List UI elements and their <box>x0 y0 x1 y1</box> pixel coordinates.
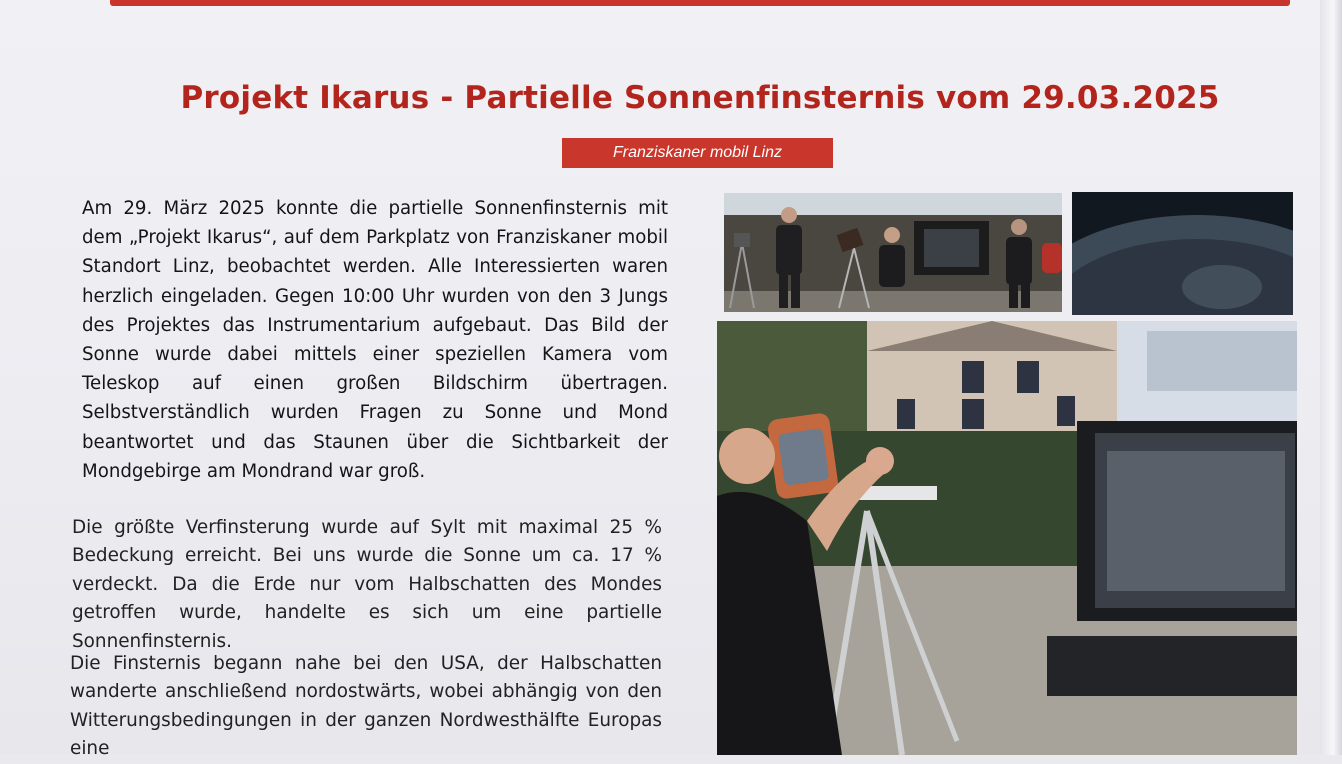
article-paragraph-1 <box>82 194 668 486</box>
top-accent-bar <box>110 0 1290 6</box>
paragraph-text: Die Finsternis begann nahe bei den USA, der Halbschatten wanderte anschließend nordostwärts, wobei abhängig von den Witterungsbedingungen in der ganzen Nordwesthälfte Europas eine <box>70 653 662 760</box>
observer-scene-illustration <box>717 321 1297 755</box>
paragraph-text: Am 29. März 2025 konnte die partielle Sonnenfinsternis mit dem „Projekt Ikarus“, auf dem Parkplatz von Franziskaner mobil Standort Linz, beobachtet werden. Alle Interessierten waren herzlich eingeladen. Gegen 10:00 Uhr wurden von den 3 Jungs des Projektes das Instrumentarium aufgebaut. Das Bild der Sonne wurde dabei mittels einer speziellen Kamera vom Teleskop auf einen großen Bildschirm übertragen. Selbstverständlich wurden Fragen zu Sonne und Mond beantwortet und das Staunen über die Sichtbarkeit der Mondgebirge am Mondrand war groß. <box>82 198 668 482</box>
article-title: Projekt Ikarus - Partielle Sonnenfinsternis vom 29.03.2025 <box>180 80 1220 116</box>
page-edge <box>1320 0 1342 755</box>
paragraph-text: Die größte Verfinsterung wurde auf Sylt mit maximal 25 % Bedeckung erreicht. Bei uns wurde die Sonne um ca. 17 % verdeckt. Da die Erde nur vom Halbschatten des Mondes getroffen wurde, handelte es sich um eine partielle Sonnenfinsternis. <box>72 517 662 652</box>
sun-surface-illustration <box>1072 192 1293 315</box>
location-badge: Franziskaner mobil Linz <box>562 138 833 168</box>
photo-sun-closeup <box>1072 192 1293 315</box>
photo-observer-monitor <box>717 321 1297 755</box>
photo-team-telescopes <box>724 193 1062 312</box>
photo-team-illustration <box>724 193 1062 312</box>
article-paragraph-3 <box>70 650 662 764</box>
article-paragraph-2 <box>72 514 662 656</box>
